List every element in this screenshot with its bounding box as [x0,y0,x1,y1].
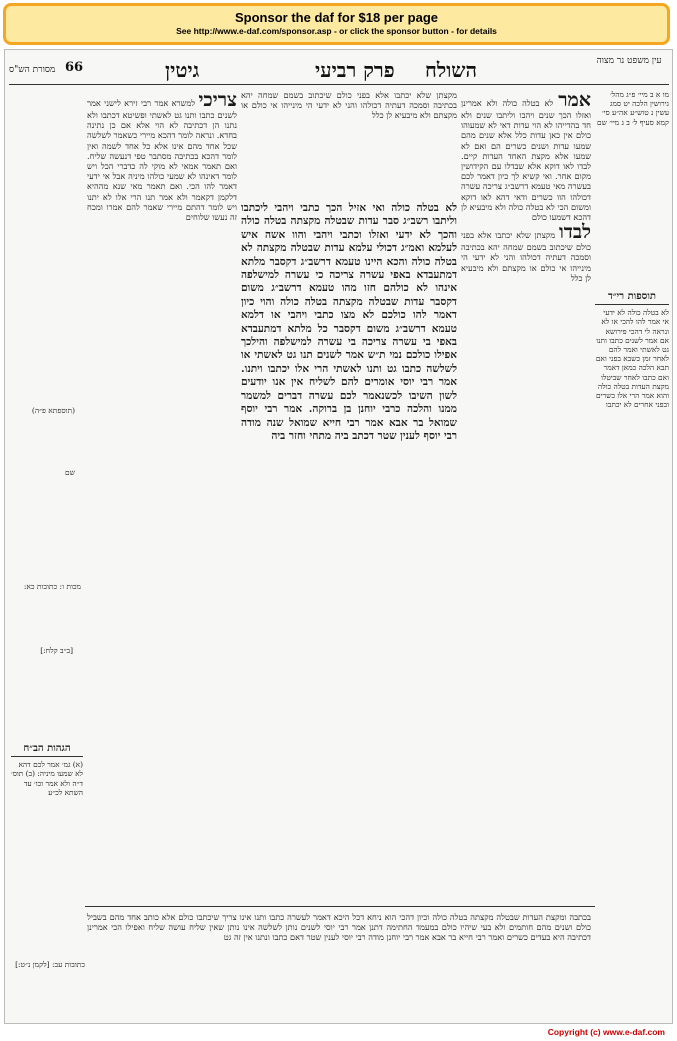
tractate-name: גיטין [165,58,200,82]
bottom-commentary [87,912,591,1016]
bottom-rule [85,906,595,907]
masoret-note-4: [ב״ב קלח:] [40,646,73,655]
rashi-column [461,90,591,890]
gemara-column [241,202,457,902]
tosafot-rid-column [595,288,669,588]
rashi-lead-word: אמר [558,90,591,111]
hagahot-rule [11,756,83,757]
rashi-second-text: מקצתן שלא יכתבו אלא בפני כולם שיכתוב בשמם שמחה יהא בכתיבה וסמכה דעתיה דכולהו והני לא ידעי הי מינייהו אי כולם או מקצתם ולא מיבעיא לן כלל [461,230,591,283]
masoret-note-2: שם [65,468,75,477]
rashi-text: לא בטלה כולה ולא אמרינן ואזלו הכך שנים ויהבו וליתבו שנים ולא חד בהדייהו לא הוי עדות דאי לא שמעוהו כולם אין כאן עדות כלל אלא שנים מהם שמעו עדות ושנים כשרים הם ואם לא שמעו אלא מקצת האחד העדות קיים. לבדו לאו דוקא אלא שבדלו עם הקידושין מקום אחר. ואי קשיא לך כיון דאמר לכם בעשרה מאי טעמא דרשב״ג צריכה עשרה דכולהו הוו כשרים ודאי דהא לאו דוקא ומשום הכי לא בטלה כולה ולא מיבעיא לן דהכא דשמעו כולם [461,98,591,223]
masoret-label: מסורת הש"ס [9,65,56,75]
hagahot-text: (א) גמ׳ אמר לכם דהא לא שמעו מיניה: (ב) תוס׳ ד״ה ולא אמר וכו׳ עד השתא לכ״ע [11,760,83,797]
page-header [5,54,672,84]
ein-mishpat-column [595,90,669,290]
ein-mishpat-text: מו א ב מיי׳ פ״ג מהל׳ גירושין הלכה יט סמג עשין נ טוש״ע אה״ע סי׳ קמא סעיף ל׳ ב ג מיי׳ שם [597,90,669,127]
masoret-note-1: (תוספתא פ״ה) [31,406,75,415]
tosafot-column [87,90,237,900]
masoret-note-5: כתובות עב: [לקמן נ״ט:] [15,960,85,969]
bottom-commentary-text: בכתבה ומקצת העדות שבטלה מקצתה בטלה כולה וכיון דהכי הוא ניחא דכל היכא דאמר לעשרה כתבו ותנו אינו צריך שיכתבו כולם אלא כותב אחד מהם בשביל כולם ושנים מהם חותמים ולא בעי שיהיו כולם במעמד החתימה דתנן אמר רבי יוסי לשנים נותן לשלשה אינו נותן שאין שליח עושה שליח ואפילו הכי אמרינן דכתיבה היא בעדים כשרים ואמר רבי חייא בר אבא אמר רבי יוחנן מודה רבי יוסי לענין שטר דאם כתבו ונתנו אין זה גט [87,912,591,943]
talmud-page [4,49,673,1024]
hagahot-title: הגהות הב״ח [23,743,71,754]
chapter-name: השולח [425,58,477,82]
gemara-top-text: מקצתן שלא יכתבו אלא בפני כולם שיכתוב בשמם שמחה יהא בכתיבה וסמכה דעתיה דכולהו והני לא ידעי הי מינייהו אי כולם או מקצתם ולא מיבעיא לן כלל [241,90,457,121]
sponsor-subtitle: See http://www.e-daf.com/sponsor.asp - or click the sponsor button - for details [176,26,497,36]
page-number: 66 [65,60,84,75]
gemara-top-commentary [241,90,457,198]
rashi-second-lead: לבדו [558,221,591,244]
gemara-text: לא בטלה כולה ואי אזיל הכך כתבי ויהבי ליכתבו וליתבו רשב״ג סבר עדות שבטלה מקצתה בטלה כולה והכך לא ידעי ואזלו וכתבי ויהבי והוו אשה איש לעלמא ואמ״ג דכולי עלמא עדות שבטלה מקצתה לא בטלה כולה והכא היינו טעמא דרשב״ג דקסבר מלתא דמתעבדא באפי עשרה צריכה כי עשרה למישלפה אינהו לא כולהם חזו מהו טעמא דרשב״ג משום דקסבר עדות שבטלה מקצתה בטלה כולה והוי כיון דאמר להו כולכם לא מצו כתבי ויהבי או דלמא טעמא דרשב״ג משום דקסבר כל מלתא דמתעבדא באפי בי עשרה צריכה בי עשרה למישלפה והילכך אפילו כולכם נמי ת״ש אמר לשנים תנו גט לאשתי או לשלשה כתבו גט ותנו לאשתי הרי אלו יכתבו ויתנו. אמר רבי יוסי אומרים להם לשליח אין אנו יודעים לשון השיבו לכשנאמר לכם עשרה דברים למשמר ממנו והלכה כרבי יוחנן בן ברוקה. אמר רבי יוסף שמואל בר אבא אמר רבי חייא שמואל שנה מודה רבי יוסף לענין שטר דכתב ביה מתחי וחזר ביה [241,202,457,442]
header-rule [9,84,669,85]
tosafot-text: למשרא אמר רבי זירא לישני אמר לשנים כתבו ותנו גט לאשתי ופשיטא דכתבו ולא נתנו הן דכתיבה לא הוי אלא אם כן נתינה בחדא. ונראה לומר דהכא מיירי כשאמר לשלשה שכל אחד מהם אינו אלא כל אחד לשמה ואין לומר דהכא בכתיבה מסתבר טפי דנעשה שליח. ואם תאמר אמאי לא מוקי לה כדברי הכל ויש לומר דאינהו לא שמעי כולהו מיניה אבל אי ידעי דאמר להו הכי. ואם תאמר מאי שנא מההיא דלקמן דקאמר ולא אמר תנו הרי אלו לא יתנו ויש לומר דהתם מיירי שאמר להם אמרו ומכח זה נעשו שלוחים [87,98,237,223]
tosafot-lead-word: צריכי [198,90,237,111]
tosafot-rid-title: תוספות רי״ד [607,291,657,302]
ein-mishpat-label: עין משפט נר מצוה [596,56,662,66]
tosafot-rid-rule [595,304,669,305]
sponsor-title: Sponsor the daf for $18 per page [235,10,438,25]
sponsor-banner[interactable] [3,3,670,45]
masoret-note-3: מכות ו: כתובות כא: [23,582,81,591]
chapter-number: פרק רביעי [315,58,395,82]
copyright-link[interactable]: Copyright (c) www.e-daf.com [547,1027,665,1037]
hagahot-column [11,740,83,900]
tosafot-rid-text: לא בטלה כולה לא ידעי אי אמר להו להכי או לא ונראה לי דהכי פירושא אם אמר לשנים כתבו ותנו גט לאשתי ואמר להם לאחר זמן כשבא בפני ואם תבא הלכה כמאן דאמר ואם כתבו לאחר שביטלו מקצת העדות בטלה כולה והוא אמר הרי אלו כשרים ובפני אחרים לא יכתבו [595,308,669,410]
